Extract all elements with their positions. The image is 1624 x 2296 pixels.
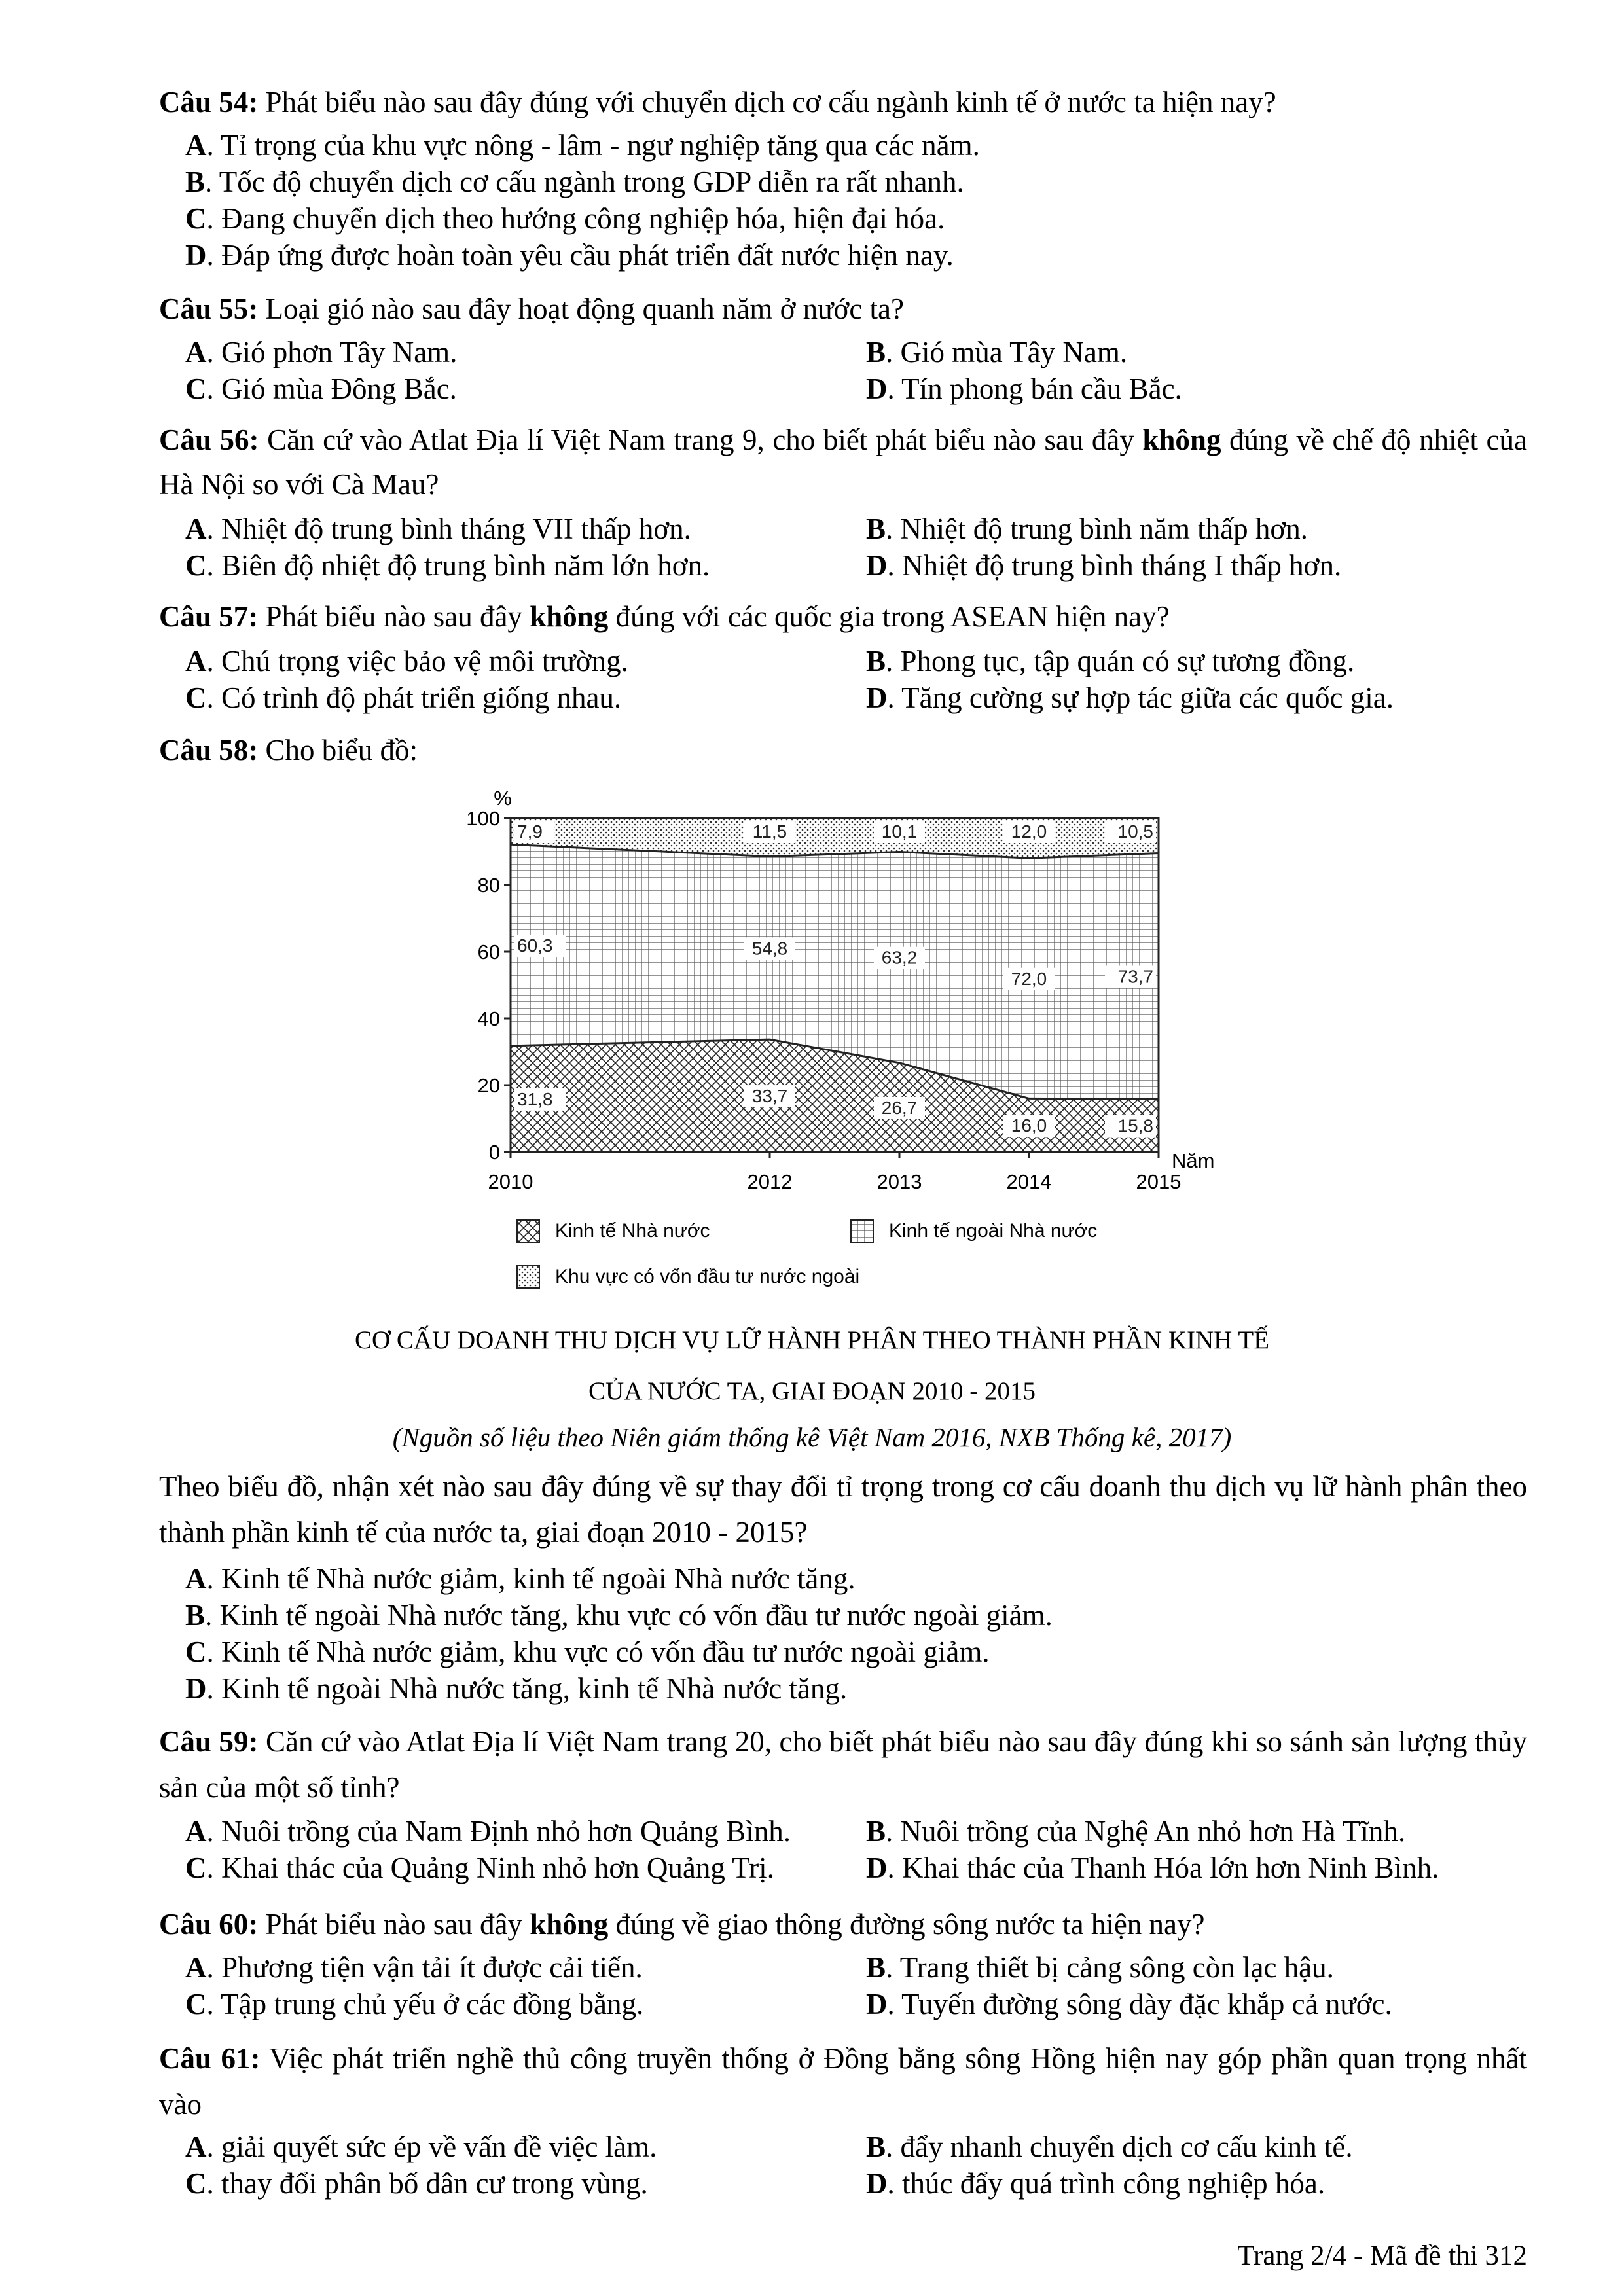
option-c: C. Khai thác của Quảng Ninh nhỏ hơn Quảng Trị. xyxy=(185,1852,774,1884)
page-footer: Trang 2/4 - Mã đề thi 312 xyxy=(1237,2240,1527,2271)
x-tick-label: 2014 xyxy=(1006,1170,1052,1193)
question-text: Cho biểu đồ: xyxy=(265,734,418,766)
question-number: Câu 55: xyxy=(159,293,259,325)
legend-swatch xyxy=(517,1266,539,1288)
question-text: Việc phát triển nghề thủ công truyền thống ở Đồng bằng sông Hồng hiện nay góp phần quan trọng nhất vào xyxy=(159,2042,1528,2121)
option-d: D. Khai thác của Thanh Hóa lớn hơn Ninh Bình. xyxy=(866,1852,1439,1884)
data-label: 73,7 xyxy=(1117,966,1153,987)
question-number: Câu 56: xyxy=(159,423,259,456)
option-b: B. đẩy nhanh chuyển dịch cơ cấu kinh tế. xyxy=(866,2130,1353,2163)
x-tick-label: 2010 xyxy=(488,1170,533,1193)
option-a: A. Tỉ trọng của khu vực nông - lâm - ngư nghiệp tăng qua các năm. xyxy=(185,129,980,162)
option-c: C. Tập trung chủ yếu ở các đồng bằng. xyxy=(185,1988,644,2020)
data-label: 10,5 xyxy=(1117,821,1153,842)
question-number: Câu 61: xyxy=(159,2042,261,2075)
option-c: C. thay đổi phân bố dân cư trong vùng. xyxy=(185,2167,648,2200)
question-text: Loại gió nào sau đây hoạt động quanh năm ở nước ta? xyxy=(265,293,904,325)
legend-label: Kinh tế ngoài Nhà nước xyxy=(889,1220,1098,1242)
option-c: C. Kinh tế Nhà nước giảm, khu vực có vốn đầu tư nước ngoài giảm. xyxy=(185,1636,990,1668)
data-label: 10,1 xyxy=(881,821,918,842)
question-number: Câu 60: xyxy=(159,1908,259,1941)
option-d: D. Tăng cường sự hợp tác giữa các quốc gia. xyxy=(866,681,1394,714)
y-tick-label: 20 xyxy=(477,1074,500,1097)
y-tick-label: 80 xyxy=(477,874,500,897)
question-number: Câu 54: xyxy=(159,86,259,118)
question-54 xyxy=(159,80,1527,124)
option-a: A. Gió phơn Tây Nam. xyxy=(185,336,458,368)
data-label: 16,0 xyxy=(1011,1115,1047,1136)
y-tick-label: 40 xyxy=(477,1007,500,1030)
data-label: 60,3 xyxy=(517,935,553,956)
x-tick-label: 2015 xyxy=(1136,1170,1182,1193)
y-tick-label: 0 xyxy=(488,1141,500,1164)
option-b: B. Nhiệt độ trung bình năm thấp hơn. xyxy=(866,512,1308,545)
chart-title-line-1: CƠ CẤU DOANH THU DỊCH VỤ LỮ HÀNH PHÂN THEO THÀNH PHẦN KINH TẾ xyxy=(354,1326,1270,1354)
option-a: A. Phương tiện vận tải ít được cải tiến. xyxy=(185,1951,643,1984)
question-60: Câu 60: Phát biểu nào sau đây không đúng về giao thông đường sông nước ta hiện nay? xyxy=(159,1908,1205,1941)
emphasis: không xyxy=(1142,423,1221,456)
option-b: B. Trang thiết bị cảng sông còn lạc hậu. xyxy=(866,1951,1334,1984)
option-c: C. Đang chuyển dịch theo hướng công nghiệp hóa, hiện đại hóa. xyxy=(185,202,945,235)
y-axis-label: % xyxy=(494,787,512,810)
option-a: A. Chú trọng việc bảo vệ môi trường. xyxy=(185,645,628,677)
option-a: A. giải quyết sức ép về vấn đề việc làm. xyxy=(185,2130,657,2163)
legend-label: Khu vực có vốn đầu tư nước ngoài xyxy=(555,1266,860,1287)
option-a: A. Kinh tế Nhà nước giảm, kinh tế ngoài Nhà nước tăng. xyxy=(185,1562,856,1595)
option-d: D. Tuyến đường sông dày đặc khắp cả nước. xyxy=(866,1988,1392,2020)
chart-source: (Nguồn số liệu theo Niên giám thống kê Việt Nam 2016, NXB Thống kê, 2017) xyxy=(392,1422,1232,1452)
option-b: B. Tốc độ chuyển dịch cơ cấu ngành trong GDP diễn ra rất nhanh. xyxy=(185,166,964,198)
option-d: D. thúc đẩy quá trình công nghiệp hóa. xyxy=(866,2167,1326,2200)
data-label: 7,9 xyxy=(517,821,543,842)
stacked-area-chart xyxy=(432,779,1250,1302)
data-label: 54,8 xyxy=(751,938,788,959)
option-d: D. Nhiệt độ trung bình tháng I thấp hơn. xyxy=(866,549,1342,582)
data-label: 63,2 xyxy=(881,947,918,968)
question-text: Căn cứ vào Atlat Địa lí Việt Nam trang 20, cho biết phát biểu nào sau đây đúng khi so sánh sản lượng thủy sản của một số tỉnh? xyxy=(159,1725,1528,1804)
option-d: D. Tín phong bán cầu Bắc. xyxy=(866,372,1182,405)
y-tick-label: 100 xyxy=(466,807,500,830)
legend-label: Kinh tế Nhà nước xyxy=(555,1220,710,1242)
question-number: Câu 58: xyxy=(159,734,259,766)
option-c: C. Biên độ nhiệt độ trung bình năm lớn hơn. xyxy=(185,549,710,582)
y-tick-label: 60 xyxy=(477,941,500,963)
option-b: B. Kinh tế ngoài Nhà nước tăng, khu vực có vốn đầu tư nước ngoài giảm. xyxy=(185,1599,1053,1632)
question-number: Câu 59: xyxy=(159,1725,259,1758)
legend-swatch xyxy=(517,1220,539,1242)
option-b: B. Gió mùa Tây Nam. xyxy=(866,336,1128,368)
option-c: C. Gió mùa Đông Bắc. xyxy=(185,372,457,405)
emphasis: không xyxy=(530,1908,609,1941)
option-b: B. Nuôi trồng của Nghệ An nhỏ hơn Hà Tĩnh. xyxy=(866,1815,1406,1848)
question-58 xyxy=(159,728,1527,772)
question-55 xyxy=(159,287,1527,331)
option-d: D. Kinh tế ngoài Nhà nước tăng, kinh tế Nhà nước tăng. xyxy=(185,1672,848,1705)
data-label: 72,0 xyxy=(1011,968,1047,989)
data-label: 31,8 xyxy=(517,1088,553,1109)
option-b: B. Phong tục, tập quán có sự tương đồng. xyxy=(866,645,1355,677)
option-a: A. Nuôi trồng của Nam Định nhỏ hơn Quảng Bình. xyxy=(185,1815,791,1848)
data-label: 26,7 xyxy=(881,1097,918,1118)
question-58-prompt: Theo biểu đồ, nhận xét nào sau đây đúng về sự thay đổi tỉ trọng trong cơ cấu doanh thu dịch vụ lữ hành phân theo thành phần kinh tế của nước ta, giai đoạn 2010 - 2015? xyxy=(159,1470,1527,1549)
question-text: Phát biểu nào sau đây đúng với chuyển dịch cơ cấu ngành kinh tế ở nước ta hiện nay? xyxy=(265,86,1276,118)
data-label: 33,7 xyxy=(751,1086,788,1107)
question-56: Câu 56: Căn cứ vào Atlat Địa lí Việt Nam trang 9, cho biết phát biểu nào sau đây không đúng về chế độ nhiệt của Hà Nội so với Cà Mau? xyxy=(159,423,1527,501)
question-61 xyxy=(159,2036,1527,2127)
x-axis-label: Năm xyxy=(1172,1149,1215,1172)
question-number: Câu 57: xyxy=(159,600,259,633)
option-d: D. Đáp ứng được hoàn toàn yêu cầu phát triển đất nước hiện nay. xyxy=(185,239,954,272)
option-a: A. Nhiệt độ trung bình tháng VII thấp hơn. xyxy=(185,512,691,545)
data-label: 11,5 xyxy=(752,821,787,842)
emphasis: không xyxy=(530,600,609,633)
question-57: Câu 57: Phát biểu nào sau đây không đúng với các quốc gia trong ASEAN hiện nay? xyxy=(159,600,1170,633)
chart-title-line-2: CỦA NƯỚC TA, GIAI ĐOẠN 2010 - 2015 xyxy=(588,1377,1036,1405)
data-label: 15,8 xyxy=(1117,1115,1153,1136)
legend-swatch xyxy=(851,1220,873,1242)
option-c: C. Có trình độ phát triển giống nhau. xyxy=(185,681,622,714)
x-tick-label: 2013 xyxy=(876,1170,922,1193)
data-label: 12,0 xyxy=(1011,821,1047,842)
question-59 xyxy=(159,1719,1527,1810)
x-tick-label: 2012 xyxy=(747,1170,793,1193)
